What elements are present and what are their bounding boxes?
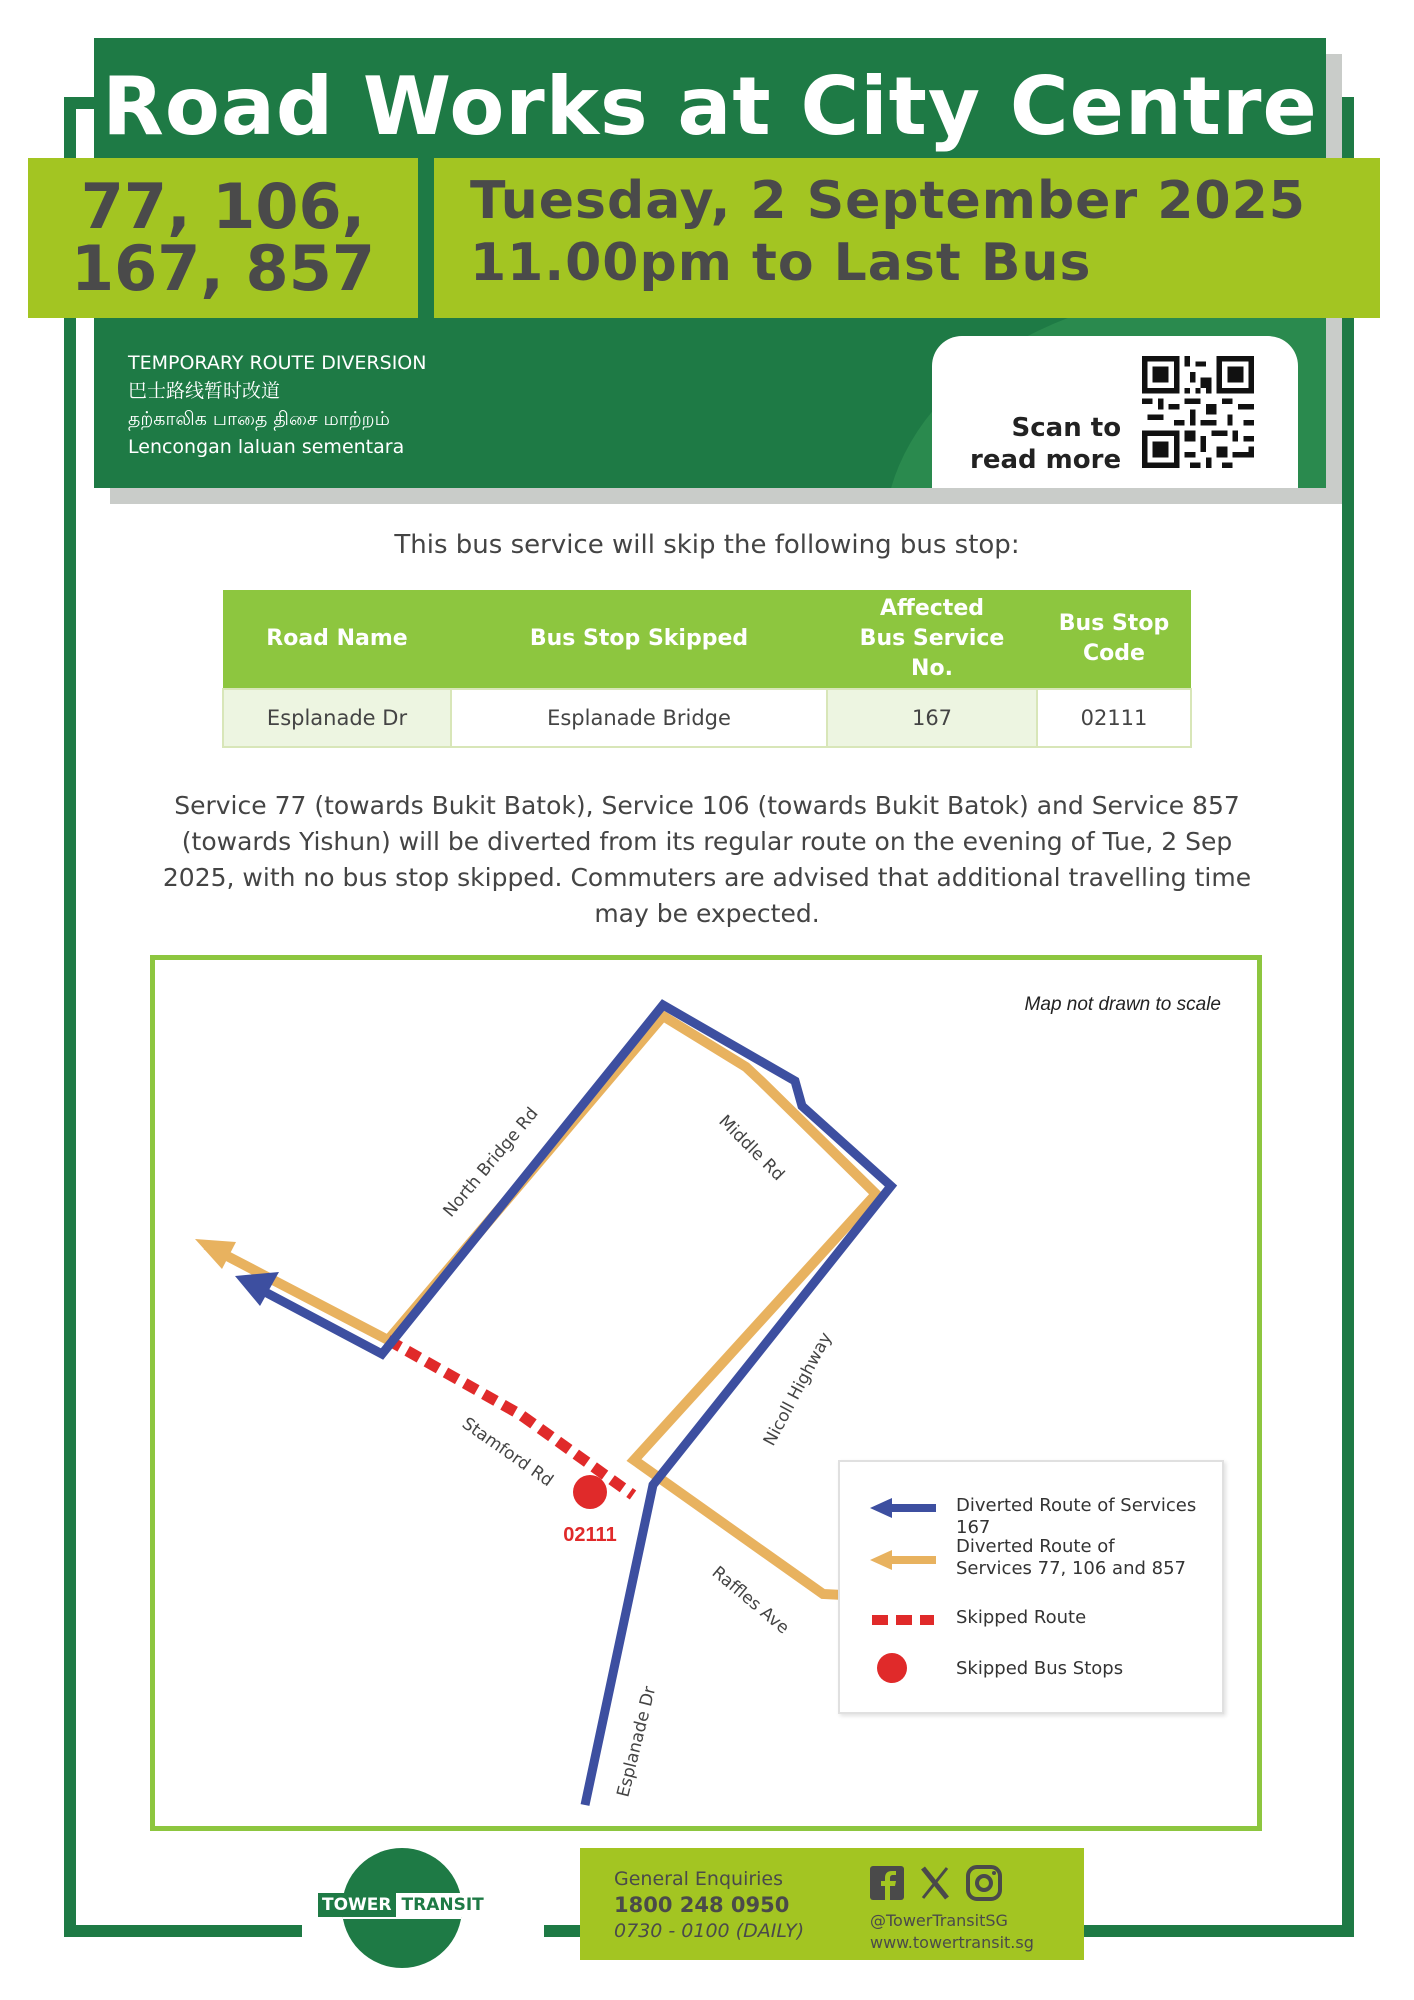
diversion-label-chinese: 巴士路线暂时改道 [128,380,281,402]
road-label-north-bridge: North Bridge Rd [439,1103,543,1222]
legend-label-orange [956,1536,1186,1580]
legend-label-skipped-route: Skipped Route [956,1607,1087,1628]
header-bus-stop-skipped: Bus Stop Skipped [451,590,827,689]
header-affected-line-1: Affected [880,596,984,621]
header-code-line-2: Code [1083,641,1145,666]
legend-item-orange [868,1536,1208,1584]
logo-word-transit: TRANSIT [396,1893,490,1917]
cell-bus-stop: Esplanade Bridge [451,689,827,747]
table-header-row [223,590,1191,689]
legend-item-skipped-route [868,1602,1208,1642]
map-scale-note: Map not drawn to scale [1024,994,1221,1015]
table-row [223,689,1191,747]
date-box [434,158,1380,318]
skipped-stop-code: 02111 [563,1524,617,1546]
orange-arrow-icon [868,1550,938,1570]
road-label-nicoll: Nicoll Highway [759,1329,837,1450]
legend-item-skipped-stops [868,1650,1208,1690]
legend-label-blue: Diverted Route of Services 167 [956,1495,1197,1538]
header-road-name: Road Name [223,590,451,689]
blue-arrow-icon [868,1498,938,1518]
intro-text: This bus service will skip the following bus stop: [394,530,1020,560]
enquiries-label: General Enquiries [614,1868,784,1890]
route-map [150,955,1262,1831]
logo-word-tower: TOWER [318,1893,396,1917]
dashed-line-icon [868,1610,938,1630]
diversion-label-english: TEMPORARY ROUTE DIVERSION [128,352,427,374]
contact-box [580,1848,1084,1960]
instagram-icon[interactable] [968,1867,1000,1899]
skipped-route-line [388,1340,633,1495]
road-label-middle: Middle Rd [714,1111,789,1186]
legend-label-orange-line-2: Services 77, 106 and 857 [956,1558,1186,1579]
enquiries-hours: 0730 - 0100 (DAILY) [614,1920,805,1942]
cell-road-name: Esplanade Dr [223,689,451,747]
map-legend [838,1460,1224,1714]
legend-label-skipped-stops: Skipped Bus Stops [956,1658,1124,1679]
services-line-2: 167, 857 [71,232,375,305]
page-title: Road Works at City Centre [102,60,1318,153]
skipped-stops-table [222,590,1192,748]
header-affected-line-2: Bus Service No. [859,626,1005,681]
header-affected-service [827,590,1037,689]
skipped-stop-marker [573,1475,607,1509]
qr-caption-line-1: Scan to [1011,413,1122,443]
cell-service: 167 [827,689,1037,747]
qr-caption-line-2: read more [970,445,1122,475]
diversion-label-tamil: தற்காலிக பாதை திசை மாற்றம் [128,408,390,430]
date-text: Tuesday, 2 September 2025 [470,171,1306,231]
social-block [870,1910,1034,1954]
road-label-stamford: Stamford Rd [458,1413,557,1492]
cell-stop-code: 02111 [1037,689,1191,747]
red-dot-icon [868,1652,938,1688]
logo-wordmark [318,1895,490,1915]
enquiries-block [614,1866,804,1944]
services-line-1: 77, 106, [80,170,366,243]
x-icon[interactable] [923,1868,947,1898]
legend-label-orange-line-1: Diverted Route of [956,1536,1115,1557]
header-bus-stop-code [1037,590,1191,689]
tower-transit-logo[interactable] [302,1836,544,2000]
road-label-esplanade: Esplanade Dr [613,1684,661,1800]
enquiries-phone[interactable]: 1800 248 0950 [614,1893,790,1917]
legend-item-blue [868,1490,1208,1538]
qr-panel [932,336,1298,488]
diversion-label-malay: Lencongan laluan sementara [128,436,405,458]
header-code-line-1: Bus Stop [1058,611,1170,636]
facebook-icon[interactable] [870,1866,904,1900]
website-link[interactable]: www.towertransit.sg [870,1933,1034,1952]
diversion-labels [128,349,426,461]
social-handle[interactable]: @TowerTransitSG [870,1911,1008,1930]
social-icons [870,1864,1010,1904]
time-text: 11.00pm to Last Bus [470,233,1092,293]
qr-caption [970,412,1121,476]
affected-services-box [28,158,418,318]
road-label-raffles: Raffles Ave [707,1562,793,1639]
qr-code-icon[interactable] [1142,356,1254,468]
service-notice: Service 77 (towards Bukit Batok), Service 106 (towards Bukit Batok) and Service 857 (towards Yishun) will be diverted from its regular route on the evening of Tue, 2 Sep 2025, with no bus stop skipped. Commuters are advised that additional travelling time may be expected. [162,791,1252,928]
